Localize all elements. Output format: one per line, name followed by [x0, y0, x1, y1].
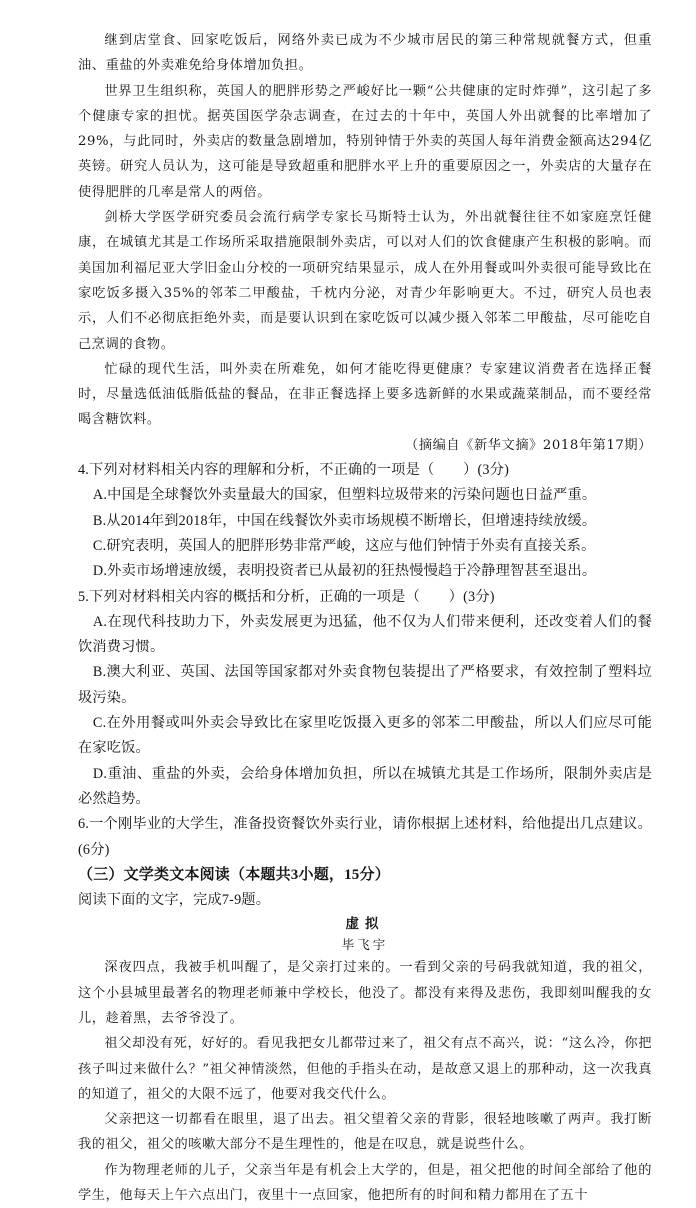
option-d: D.外卖市场增速放缓，表明投资者已从最初的狂热慢慢趋于冷静理智甚至退出。 — [92, 563, 597, 580]
option-a: A.中国是全球餐饮外卖量最大的国家，但塑料垃圾带来的污染问题也日益严重。 — [92, 487, 597, 504]
question-stem: 4.下列对材料相关内容的理解和分析，不正确的一项是（ ）(3分) — [78, 462, 510, 479]
story-paragraph: 父亲把这一切都看在眼里，退了出去。祖父望着父亲的背影，很轻地咳嗽了两声。我打断我的祖父，祖父的咳嗽大部分不是生理性的，他是在叹息，就是说些什么。 — [78, 1112, 652, 1153]
option-b: B.澳大利亚、英国、法国等国家都对外卖食物包装提出了严格要求，有效控制了塑料垃圾污染。 — [78, 664, 652, 706]
option-c: C.在外用餐或叫外卖会导致比在家里吃饭摄入更多的邻苯二甲酸盐，所以人们应尽可能在家吃饭。 — [78, 715, 652, 757]
question-stem: 5.下列对材料相关内容的概括和分析，正确的一项是（ ）(3分) — [78, 588, 495, 605]
option-a: A.在现代科技助力下，外卖发展更为迅猛，他不仅为人们带来便利，还改变着人们的餐饮消费习惯。 — [78, 613, 652, 656]
story-paragraph: 作为物理老师的儿子，父亲当年是有机会上大学的，但是，祖父把他的时间全部给了他的学生，他每天上午六点出门，夜里十一点回家，他把所有的时间和精力都用在了五十 — [78, 1162, 652, 1204]
story-paragraph: 深夜四点，我被手机叫醒了，是父亲打过来的。一看到父亲的号码我就知道，我的祖父，这个小县城里最著名的物理老师兼中学校长，他没了。都没有来得及悲伤，我即刻叫醒我的女儿，趁着黑，去爷爷没了。 — [78, 960, 652, 1026]
option-d: D.重油、重盐的外卖，会给身体增加负担，所以在城镇尤其是工作场所，限制外卖店是必然趋势。 — [78, 765, 652, 807]
story-title: 虚拟 — [345, 916, 385, 933]
story-paragraph: 祖父却没有死，好好的。看见我把女儿都带过来了，祖父有点不高兴，说：“这么冷，你把孩子叫过来做什么？”祖父神情淡然，但他的手指头在动，是故意又退上的那种动，这一次我真的知道了，祖父的大限不远了，他要对我交代什么。 — [78, 1036, 652, 1102]
option-b: B.从2014年到2018年，中国在线餐饮外卖市场规模不断增长，但增速持续放缓。 — [92, 512, 597, 529]
passage-1 — [78, 28, 652, 458]
question-6: 6.一个刚毕业的大学生，准备投资餐饮外卖行业，请你根据上述材料，给他提出几点建议。(6分) — [78, 816, 652, 858]
passage-paragraph: 继到店堂食、回家吃饭后，网络外卖已成为不少城市居民的第三种常规就餐方式，但重油、重盐的外卖难免给身体增加负担。 — [78, 33, 652, 74]
question-5 — [78, 585, 652, 813]
story-author: 毕飞宇 — [341, 937, 389, 953]
passage-paragraph: 忙碌的现代生活，叫外卖在所难免，如何才能吃得更健康？专家建议消费者在选择正餐时，尽量选低油低脂低盐的餐品，在非正餐选择上要多选新鲜的水果或蔬菜制品，而不要经常喝含糖饮料。 — [78, 361, 652, 428]
story — [78, 913, 652, 1208]
passage-paragraph: 世界卫生组织称，英国人的肥胖形势之严峻好比一颗“公共健康的定时炸弹”，这引起了多个健康专家的担忧。据英国医学杂志调查，在过去的十年中，英国人外出就餐的比率增加了29%，与此同时，外卖店的数量急剧增加，特别钟情于外卖的英国人每年消费金额高达294亿英镑。研究人员认为，这可能是导致超重和肥胖水平上升的重要原因之一，外卖店的大量存在使得肥胖的几率是常人的两倍。 — [78, 83, 652, 200]
option-c: C.研究表明，英国人的肥胖形势非常严峻，这应与他们钟情于外卖有直接关系。 — [92, 537, 596, 554]
passage-paragraph: 剑桥大学医学研究委员会流行病学专家长马斯特士认为，外出就餐往往不如家庭烹饪健康，在城镇尤其是工作场所采取措施限制外卖店，可以对人们的饮食健康产生积极的影响。而美国加利福尼亚大学旧金山分校的一项研究结果显示，成人在外用餐或叫外卖很可能导致比在家吃饭多摄入35%的邻苯二甲酸盐，千枕内分泌，对青少年影响更大。不过，研究人员也表示，人们不必彻底拒绝外卖，而是要认识到在家吃饭可以减少摄入邻苯二甲酸盐，尽可能吃自己烹调的食物。 — [78, 210, 652, 352]
reading-instruction: 阅读下面的文字，完成7-9题。 — [78, 892, 271, 909]
source-citation: （摘编自《新华文摘》2018年第17期） — [405, 437, 652, 453]
question-4 — [78, 458, 652, 584]
section-heading: （三）文学类文本阅读（本题共3小题，15分） — [78, 866, 390, 883]
